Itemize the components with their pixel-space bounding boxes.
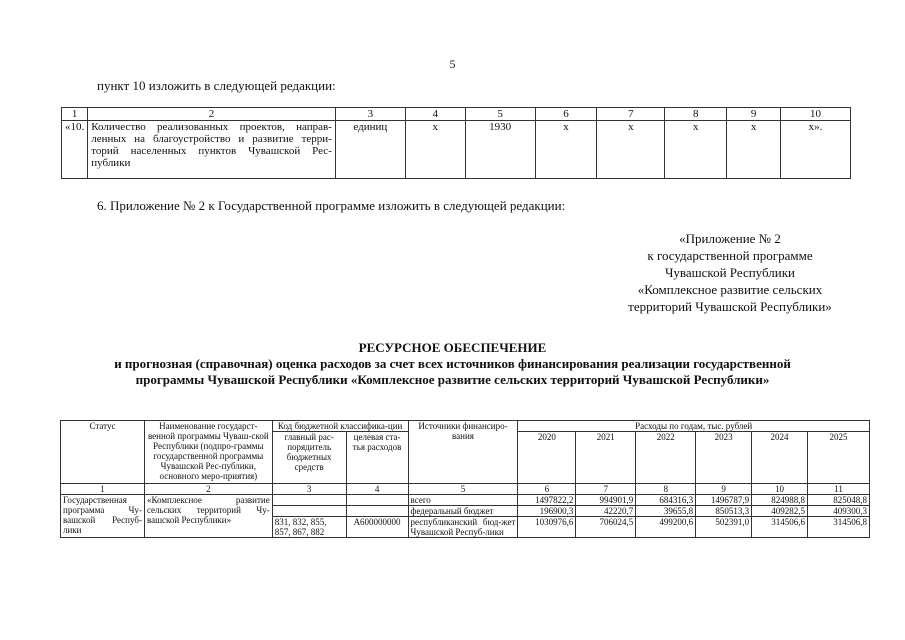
value-cell: 314506,6 (752, 517, 808, 538)
indicator-table-header (62, 108, 851, 121)
indicator-table (61, 107, 851, 179)
value-cell: 1496787,9 (696, 495, 752, 506)
col-number: 2 (144, 484, 272, 495)
indicator-name-line: ленных на благоустройство и развитие терри- (91, 133, 332, 145)
target-article-cell: А600000000 (346, 517, 408, 538)
source-cell: республиканский бюд-жет Чувашской Респуб-лики (408, 517, 518, 538)
value-cell: 706024,5 (576, 517, 636, 538)
value-cell: 409300,3 (808, 506, 870, 517)
appendix-line: «Комплексное развитие сельских (637, 282, 823, 297)
main-manager-cell: 831, 832, 855, 857, 867, 882 (272, 517, 346, 538)
intro-line: пункт 10 изложить в следующей редакции: (97, 78, 336, 93)
col-header: 5 (465, 108, 535, 121)
col-number: 5 (408, 484, 518, 495)
value-cell: x (405, 121, 465, 179)
col-number: 11 (808, 484, 870, 495)
unit-cell: единиц (335, 121, 405, 179)
value-cell: 824988,8 (752, 495, 808, 506)
indicator-name (88, 121, 336, 179)
header-sources: Источники финансиро-вания (408, 421, 518, 484)
target-article-cell (346, 506, 408, 517)
section-subtitle-line: и прогнозная (справочная) оценка расходов за счет всех источников финансирования реализации государственной (114, 356, 791, 371)
table-row (61, 495, 870, 506)
header-target-article: целевая ста-тья расходов (346, 432, 408, 484)
header-year: 2024 (752, 432, 808, 484)
col-header: 3 (335, 108, 405, 121)
header-name: Наименование государст-венной программы Чуваш-ской Республики (подпро-граммы государственной программы Чувашской Рес-публики, основного меро-приятия) (144, 421, 272, 484)
resource-table (60, 420, 870, 538)
appendix-heading (610, 230, 850, 315)
appendix-line: территорий Чувашской Республики» (628, 299, 832, 314)
col-header: 8 (665, 108, 727, 121)
col-header: 1 (62, 108, 88, 121)
header-expenses: Расходы по годам, тыс. рублей (518, 421, 870, 432)
value-cell: 850513,3 (696, 506, 752, 517)
value-cell: 1930 (465, 121, 535, 179)
value-cell: 502391,0 (696, 517, 752, 538)
header-year: 2023 (696, 432, 752, 484)
value-cell: 196900,3 (518, 506, 576, 517)
table-header-row (61, 421, 870, 432)
table-row (62, 121, 851, 179)
col-header: 10 (781, 108, 851, 121)
value-cell: 314506,8 (808, 517, 870, 538)
source-cell: всего (408, 495, 518, 506)
header-status: Статус (61, 421, 145, 484)
indicator-name-line: торий населенных пунктов Чувашской Рес- (91, 145, 332, 157)
col-number: 3 (272, 484, 346, 495)
col-number: 7 (576, 484, 636, 495)
value-cell: 684316,3 (636, 495, 696, 506)
point-6: 6. Приложение № 2 к Государственной программе изложить в следующей редакции: (97, 198, 566, 213)
header-year: 2025 (808, 432, 870, 484)
page-number: 5 (449, 57, 456, 71)
value-cell: 825048,8 (808, 495, 870, 506)
col-number: 1 (61, 484, 145, 495)
status-cell: Государственная программа Чу-вашской Респуб-лики (61, 495, 145, 538)
col-number: 9 (696, 484, 752, 495)
value-cell: x (535, 121, 597, 179)
value-cell: 39655,8 (636, 506, 696, 517)
indicator-name-line: Количество реализованных проектов, направ- (91, 121, 332, 133)
col-header: 4 (405, 108, 465, 121)
value-cell: x (665, 121, 727, 179)
header-year: 2021 (576, 432, 636, 484)
col-header: 2 (88, 108, 336, 121)
section-subtitle-line: программы Чувашской Республики «Комплексное развитие сельских территорий Чувашской Республики» (135, 372, 770, 387)
section-title: РЕСУРСНОЕ ОБЕСПЕЧЕНИЕ (358, 340, 547, 355)
row-number: «10. (62, 121, 88, 179)
col-number: 4 (346, 484, 408, 495)
col-number: 8 (636, 484, 696, 495)
header-main-manager: главный рас-порядитель бюджетных средств (272, 432, 346, 484)
col-number: 6 (518, 484, 576, 495)
value-cell: 1030976,6 (518, 517, 576, 538)
col-number: 10 (752, 484, 808, 495)
value-cell: 1497822,2 (518, 495, 576, 506)
col-header: 9 (727, 108, 781, 121)
main-manager-cell (272, 495, 346, 506)
target-article-cell (346, 495, 408, 506)
header-year: 2020 (518, 432, 576, 484)
header-year: 2022 (636, 432, 696, 484)
appendix-line: к государственной программе (647, 248, 813, 263)
value-cell: 994901,9 (576, 495, 636, 506)
program-name-cell: «Комплексное развитие сельских территорий Чу-вашской Республики» (144, 495, 272, 538)
appendix-line: Чувашской Республики (664, 265, 796, 280)
indicator-name-line: публики (91, 157, 131, 169)
main-manager-cell (272, 506, 346, 517)
value-cell: x (727, 121, 781, 179)
appendix-line: «Приложение № 2 (679, 231, 781, 246)
value-cell: 499200,6 (636, 517, 696, 538)
source-cell: федеральный бюджет (408, 506, 518, 517)
header-budget-code: Код бюджетной классифика-ции (272, 421, 408, 432)
value-cell: 42220,7 (576, 506, 636, 517)
col-header: 7 (597, 108, 665, 121)
value-cell: x (597, 121, 665, 179)
value-cell: x». (781, 121, 851, 179)
column-number-row (61, 484, 870, 495)
col-header: 6 (535, 108, 597, 121)
value-cell: 409282,5 (752, 506, 808, 517)
